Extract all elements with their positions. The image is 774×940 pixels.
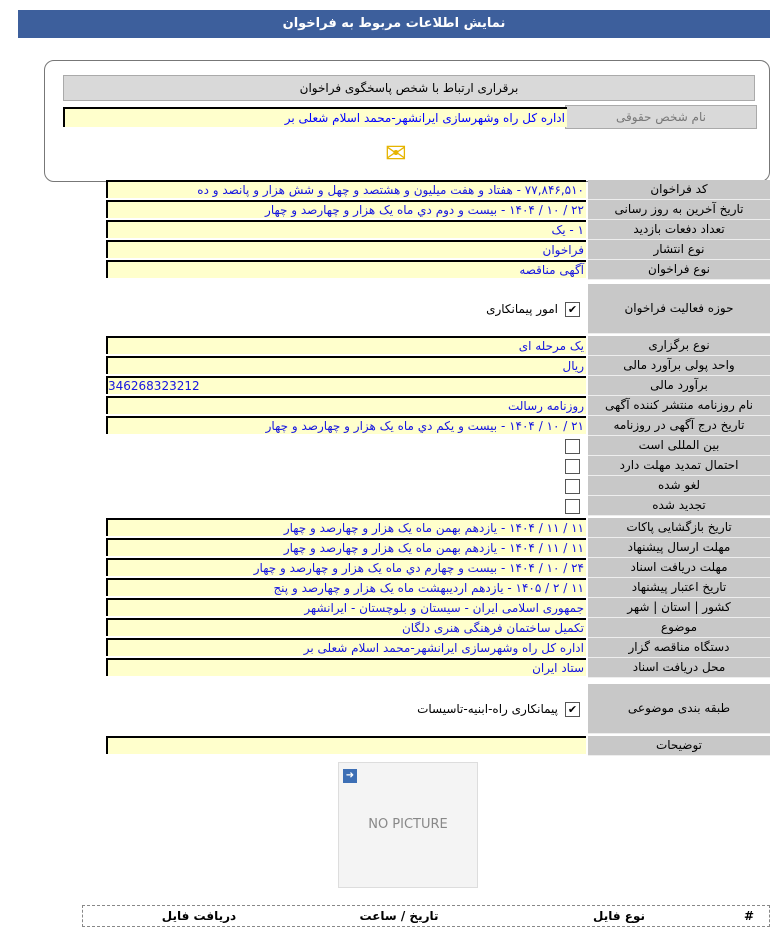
checkbox[interactable] xyxy=(565,439,580,454)
field-value: ۲۲ / ۱۰ / ۱۴۰۴ - بیست و دوم دي ماه یک هزار و چهارصد و چهار xyxy=(106,200,586,218)
field-row xyxy=(106,220,770,240)
field-value: ۱۱ / ۱۱ / ۱۴۰۴ - یازدهم بهمن ماه یک هزار و چهارصد و چهار xyxy=(106,538,586,556)
field-row xyxy=(106,518,770,538)
field-value: اداره کل راه وشهرسازی ایرانشهر-محمد اسلام شعلی بر xyxy=(106,638,586,656)
checkbox[interactable]: ✔ xyxy=(565,302,580,317)
field-label: واحد پولی برآورد مالی xyxy=(588,356,770,376)
checkbox[interactable] xyxy=(565,459,580,474)
contact-header[interactable]: برقراری ارتباط با شخص پاسخگوی فراخوان xyxy=(63,75,755,101)
field-row xyxy=(106,618,770,638)
field-value xyxy=(106,736,586,754)
field-value: ۱۱ / ۱۱ / ۱۴۰۴ - یازدهم بهمن ماه یک هزار و چهارصد و چهار xyxy=(106,518,586,536)
no-picture-text: NO PICTURE xyxy=(368,817,448,832)
field-value: ۲۱ / ۱۰ / ۱۴۰۴ - بیست و یکم دي ماه یک هزار و چهارصد و چهار xyxy=(106,416,586,434)
field-value: 346268323212 xyxy=(106,376,586,394)
field-row xyxy=(106,476,770,496)
field-value: ۷۷,۸۴۶,۵۱۰ - هفتاد و هفت میلیون و هشتصد و چهل و شش هزار و پانصد و ده xyxy=(106,180,586,198)
field-row xyxy=(106,658,770,678)
field-value: فراخوان xyxy=(106,240,586,258)
envelope-icon[interactable]: ✉ xyxy=(385,139,407,169)
field-value-area xyxy=(106,496,584,516)
field-label: تعداد دفعات بازدید xyxy=(588,220,770,240)
legal-person-label: نام شخص حقوقی xyxy=(565,105,757,129)
checkbox[interactable]: ✔ xyxy=(565,702,580,717)
field-row xyxy=(106,736,770,756)
field-row xyxy=(106,538,770,558)
field-value: یک مرحله ای xyxy=(106,336,586,354)
field-row xyxy=(106,638,770,658)
field-value: آگهی مناقصه xyxy=(106,260,586,278)
field-value: ۱ - یک xyxy=(106,220,586,238)
field-value: تکمیل ساختمان فرهنگی هنری دلگان xyxy=(106,618,586,636)
field-value: روزنامه رسالت xyxy=(106,396,586,414)
field-label: کد فراخوان xyxy=(588,180,770,200)
field-label: تاریخ درج آگهی در روزنامه xyxy=(588,416,770,436)
field-label: توضیحات xyxy=(588,736,770,756)
field-row xyxy=(106,376,770,396)
field-row xyxy=(106,598,770,618)
contact-panel xyxy=(44,60,770,182)
field-label: لغو شده xyxy=(588,476,770,496)
no-picture-image xyxy=(338,762,478,888)
field-row xyxy=(106,200,770,220)
field-label: بین المللی است xyxy=(588,436,770,456)
field-label: احتمال تمدید مهلت دارد xyxy=(588,456,770,476)
col-file-type: نوع فایل xyxy=(593,909,645,923)
field-label: تجدید شده xyxy=(588,496,770,516)
checkbox[interactable] xyxy=(565,499,580,514)
field-label: مهلت دریافت اسناد xyxy=(588,558,770,578)
checkbox-label: پیمانکاری راه-ابنیه-تاسیسات xyxy=(417,702,558,716)
field-label: تاریخ آخرین به روز رسانی xyxy=(588,200,770,220)
col-num: # xyxy=(743,909,755,923)
field-label: حوزه فعالیت فراخوان xyxy=(588,284,770,334)
field-label: موضوع xyxy=(588,618,770,638)
field-label: دستگاه مناقصه گزار xyxy=(588,638,770,658)
checkbox-label: امور پیمانکاری xyxy=(486,302,558,316)
field-label: نوع برگزاری xyxy=(588,336,770,356)
field-row xyxy=(106,684,770,734)
field-row xyxy=(106,558,770,578)
page-title: نمایش اطلاعات مربوط به فراخوان xyxy=(18,10,770,38)
link-icon: ➜ xyxy=(343,769,357,783)
field-row xyxy=(106,180,770,200)
field-label: محل دریافت اسناد xyxy=(588,658,770,678)
field-label: نوع فراخوان xyxy=(588,260,770,280)
checkbox[interactable] xyxy=(565,479,580,494)
field-label: کشور | استان | شهر xyxy=(588,598,770,618)
field-row xyxy=(106,456,770,476)
field-value-area xyxy=(106,456,584,476)
col-download: دریافت فایل xyxy=(161,909,237,923)
legal-person-value: اداره کل راه وشهرسازی ایرانشهر-محمد اسلام شعلی بر xyxy=(63,107,567,127)
field-value: ستاد ایران xyxy=(106,658,586,676)
field-row xyxy=(106,260,770,280)
field-row xyxy=(106,578,770,598)
col-date: تاریخ / ساعت xyxy=(359,909,439,923)
field-value-area xyxy=(106,436,584,456)
files-table-header xyxy=(82,905,770,927)
field-label: نوع انتشار xyxy=(588,240,770,260)
field-label: تاریخ اعتبار پیشنهاد xyxy=(588,578,770,598)
field-value-area xyxy=(106,476,584,496)
field-row xyxy=(106,436,770,456)
field-value: ریال xyxy=(106,356,586,374)
field-label: تاریخ بازگشایی پاکات xyxy=(588,518,770,538)
field-value: جمهوری اسلامی ایران - سیستان و بلوچستان - ایرانشهر xyxy=(106,598,586,616)
field-row xyxy=(106,336,770,356)
field-value: ۱۱ / ۲ / ۱۴۰۵ - یازدهم اردیبهشت ماه یک هزار و چهارصد و پنج xyxy=(106,578,586,596)
field-row xyxy=(106,416,770,436)
field-label: برآورد مالی xyxy=(588,376,770,396)
field-row xyxy=(106,284,770,334)
field-label: مهلت ارسال پیشنهاد xyxy=(588,538,770,558)
field-row xyxy=(106,240,770,260)
field-row xyxy=(106,396,770,416)
field-label: نام روزنامه منتشر کننده آگهی xyxy=(588,396,770,416)
field-label: طبقه بندی موضوعی xyxy=(588,684,770,734)
field-value: ۲۴ / ۱۰ / ۱۴۰۴ - بیست و چهارم دي ماه یک هزار و چهارصد و چهار xyxy=(106,558,586,576)
field-row xyxy=(106,496,770,516)
field-row xyxy=(106,356,770,376)
